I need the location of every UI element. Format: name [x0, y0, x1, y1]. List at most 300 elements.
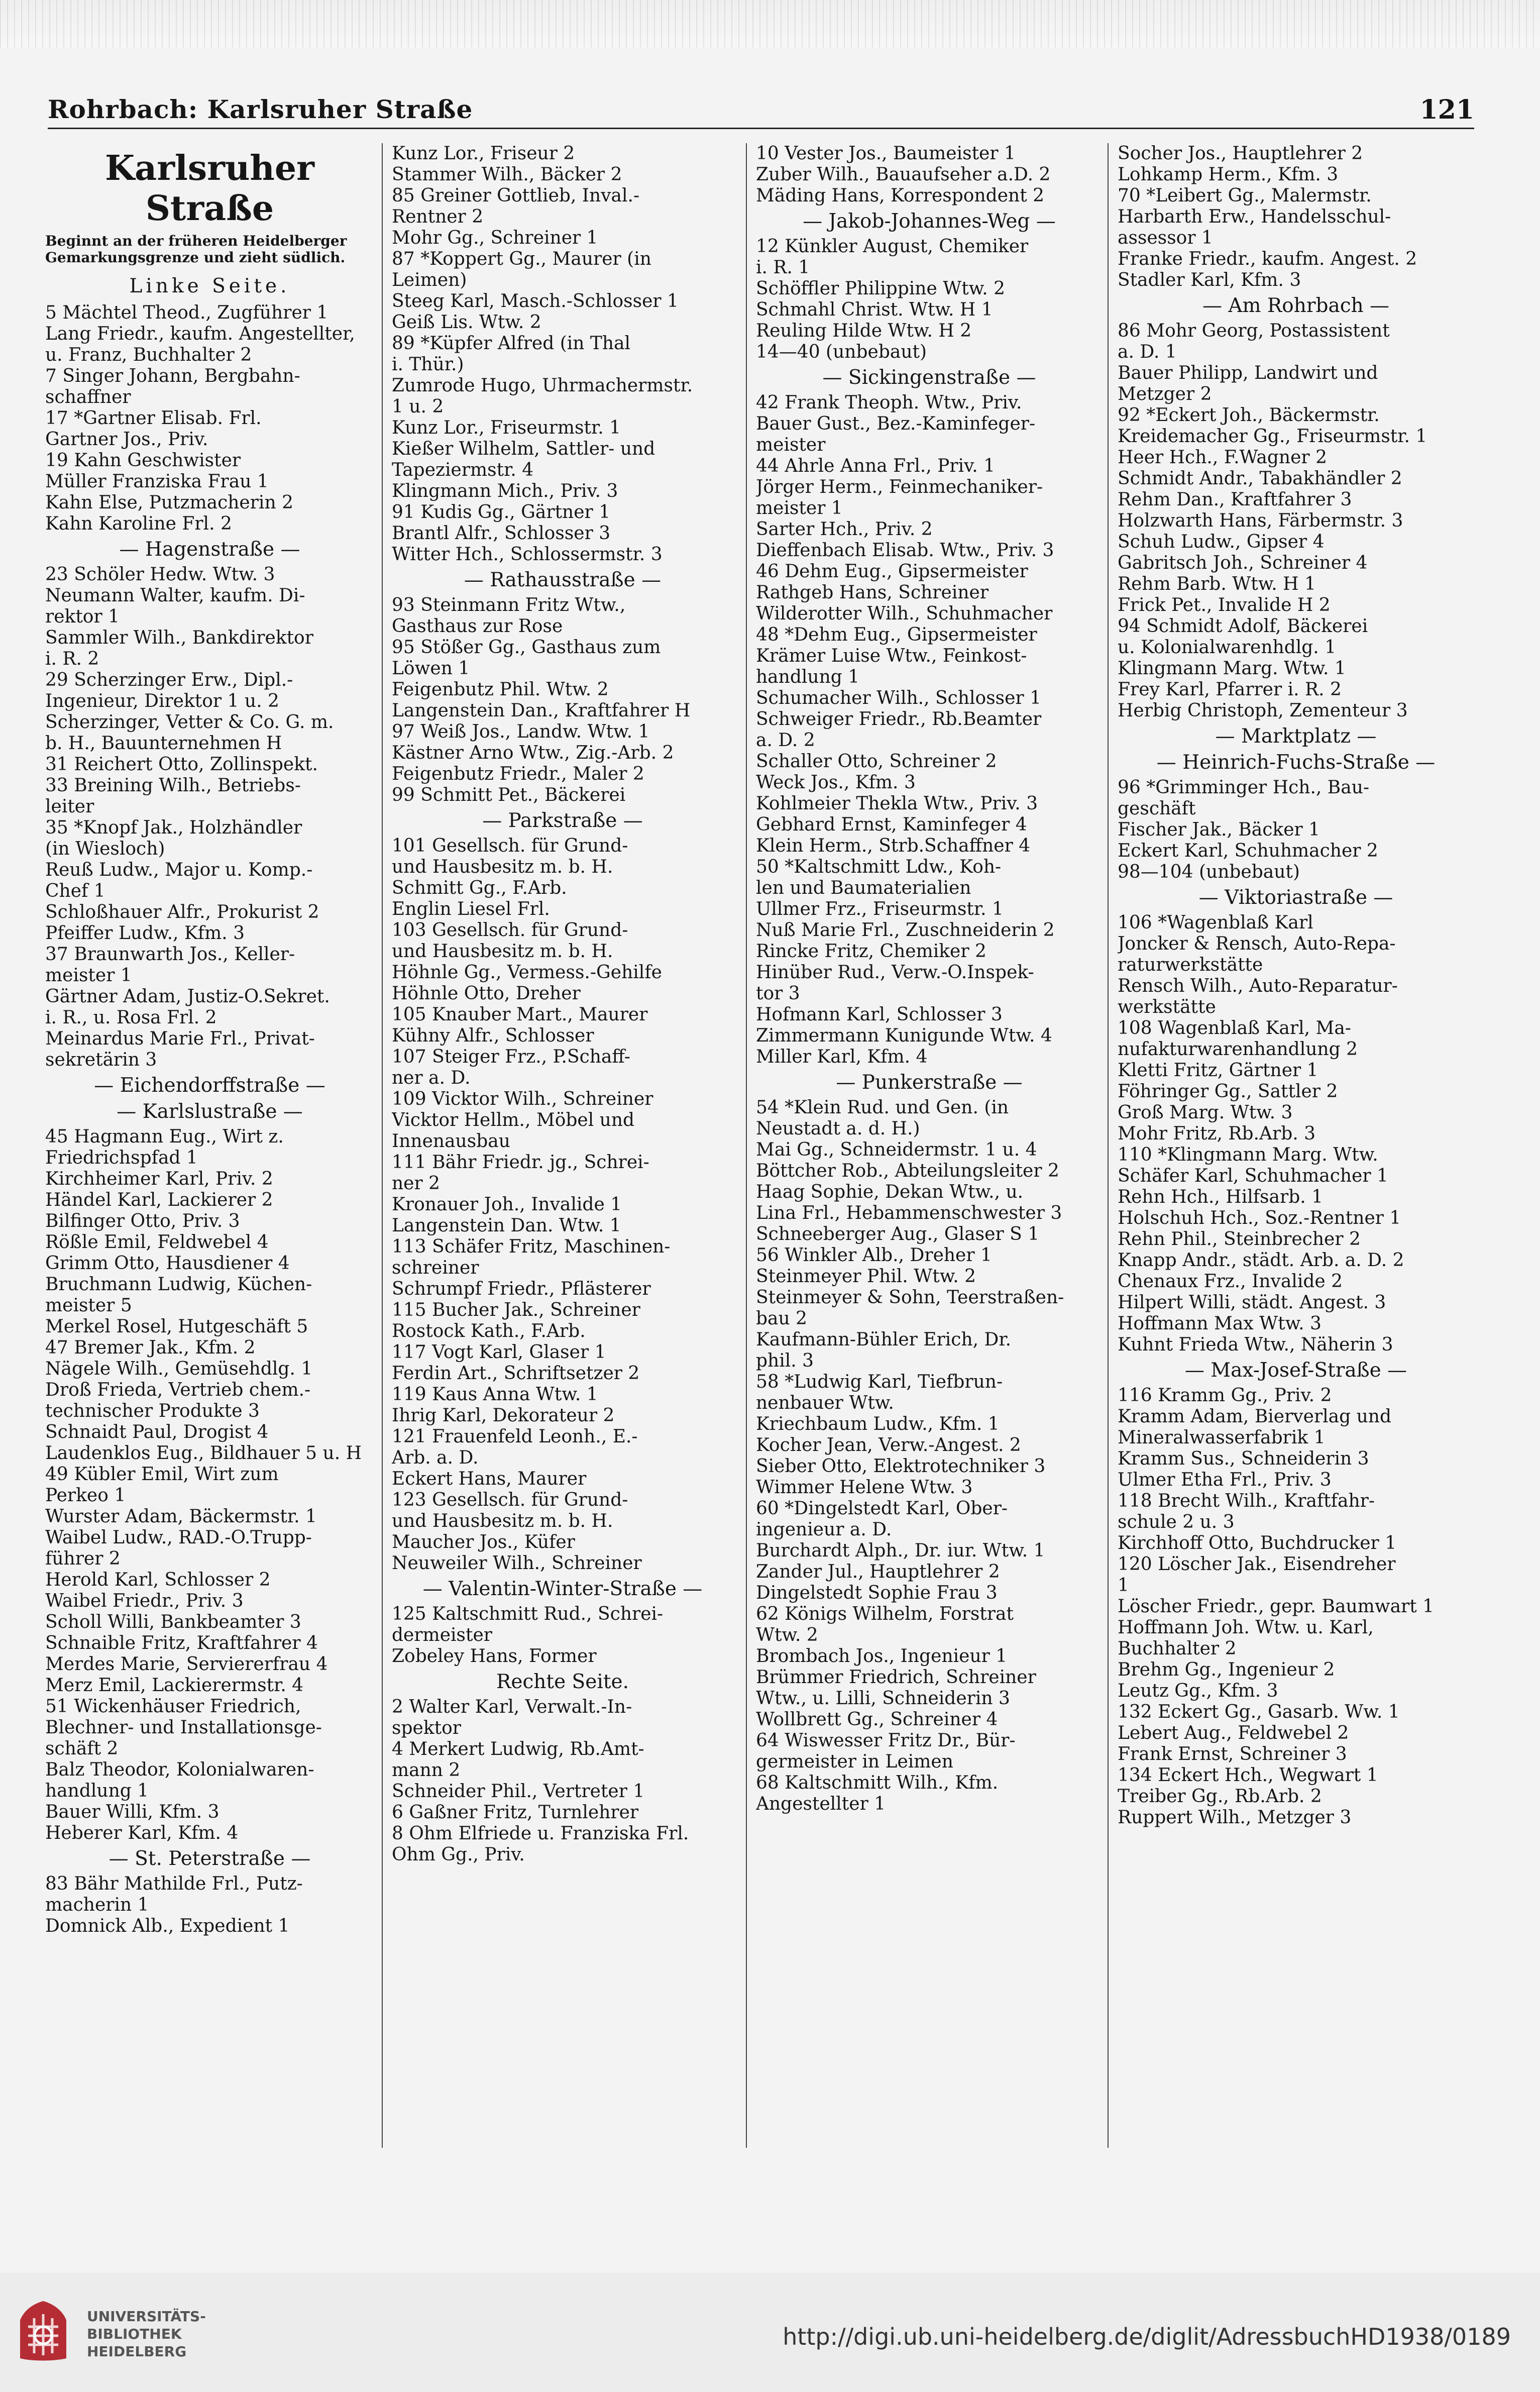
directory-entry: Zimmermann Kunigunde Wtw. 4 [756, 1025, 1052, 1046]
directory-entry: (in Wiesloch) [45, 839, 165, 859]
directory-entry: Wollbrett Gg., Schreiner 4 [756, 1709, 998, 1730]
directory-column-2 [392, 143, 733, 2148]
directory-entry: 49 Kübler Emil, Wirt zum [45, 1464, 279, 1485]
directory-entry: schäft 2 [45, 1738, 119, 1759]
directory-entry: Kramm Adam, Bierverlag und [1118, 1406, 1392, 1427]
directory-entry: u. Kolonialwarenhdlg. 1 [1118, 637, 1337, 658]
directory-entry: Schaller Otto, Schreiner 2 [756, 751, 997, 772]
directory-entry: Balz Theodor, Kolonialwaren- [45, 1759, 314, 1780]
directory-entry: Lebert Aug., Feldwebel 2 [1118, 1723, 1349, 1743]
directory-entry: Heer Hch., F.Wagner 2 [1118, 447, 1327, 468]
directory-entry: Holzwarth Hans, Färbermstr. 3 [1118, 510, 1403, 531]
directory-entry: 17 *Gartner Elisab. Frl. [45, 408, 262, 429]
directory-entry: Wilderotter Wilh., Schuhmacher [756, 603, 1053, 624]
directory-entry: 86 Mohr Georg, Postassistent [1118, 321, 1390, 341]
directory-entry: Höhnle Gg., Vermess.-Gehilfe [392, 962, 662, 983]
directory-entry: führer 2 [45, 1548, 121, 1569]
directory-column-3 [756, 143, 1103, 2148]
directory-entry: Reuling Hilde Wtw. H 2 [756, 321, 972, 341]
directory-entry: Kießer Wilhelm, Sattler- und [392, 439, 655, 459]
directory-entry: Löscher Friedr., gepr. Baumwart 1 [1118, 1596, 1435, 1617]
directory-entry: Langenstein Dan. Wtw. 1 [392, 1215, 621, 1236]
directory-entry: 48 *Dehm Eug., Gipsermeister [756, 625, 1037, 645]
directory-entry: 108 Wagenblaß Karl, Ma- [1118, 1018, 1351, 1038]
directory-entry: Zander Jul., Hauptlehrer 2 [756, 1562, 1000, 1582]
directory-entry: 118 Brecht Wilh., Kraftfahr- [1118, 1491, 1375, 1511]
directory-entry: Bauer Gust., Bez.-Kaminfeger- [756, 413, 1036, 434]
directory-entry: Englin Liesel Frl. [392, 899, 550, 919]
directory-entry: Rentner 2 [392, 206, 484, 227]
street-separator: — Karlslustraße — [117, 1100, 303, 1123]
directory-entry: ner 2 [392, 1173, 441, 1194]
directory-entry: 110 *Klingmann Marg. Wtw. [1118, 1145, 1378, 1165]
directory-entry: 6 Gaßner Fritz, Turnlehrer [392, 1802, 639, 1823]
column-divider [1108, 143, 1109, 2148]
directory-entry: 93 Steinmann Fritz Wtw., [392, 595, 626, 615]
directory-entry: 56 Winkler Alb., Dreher 1 [756, 1245, 992, 1266]
street-title: Karlsruher Straße [105, 148, 314, 229]
directory-entry: rektor 1 [45, 606, 120, 627]
directory-entry: spektor [392, 1718, 461, 1738]
directory-entry: 45 Hagmann Eug., Wirt z. [45, 1126, 284, 1147]
directory-entry: Brantl Alfr., Schlosser 3 [392, 523, 611, 544]
directory-entry: Mäding Hans, Korrespondent 2 [756, 185, 1045, 206]
street-separator: — Punkerstraße — [836, 1071, 1023, 1094]
directory-entry: 19 Kahn Geschwister [45, 450, 241, 471]
directory-entry: Kästner Arno Wtw., Zig.-Arb. 2 [392, 743, 674, 763]
directory-entry: Kronauer Joh., Invalide 1 [392, 1194, 622, 1215]
directory-entry: Ruppert Wilh., Metzger 3 [1118, 1807, 1352, 1828]
directory-entry: nenbauer Wtw. [756, 1393, 894, 1413]
directory-entry: 7 Singer Johann, Bergbahn- [45, 366, 300, 386]
directory-entry: Gartner Jos., Priv. [45, 429, 208, 450]
directory-entry: 14—40 (unbebaut) [756, 342, 927, 362]
directory-entry: 120 Löscher Jak., Eisendreher [1118, 1554, 1396, 1575]
directory-entry: Rathgeb Hans, Schreiner [756, 582, 989, 603]
directory-entry: 92 *Eckert Joh., Bäckermstr. [1118, 405, 1380, 426]
directory-entry: Nägele Wilh., Gemüsehdlg. 1 [45, 1359, 313, 1379]
directory-entry: handlung 1 [756, 667, 860, 687]
directory-entry: Brümmer Friedrich, Schreiner [756, 1667, 1036, 1688]
directory-entry: Pfeiffer Ludw., Kfm. 3 [45, 923, 245, 944]
directory-entry: Wimmer Helene Wtw. 3 [756, 1477, 973, 1498]
directory-entry: Zumrode Hugo, Uhrmachermstr. [392, 375, 693, 396]
directory-entry: Joncker & Rensch, Auto-Repa- [1118, 933, 1396, 954]
directory-entry: Bilfinger Otto, Priv. 3 [45, 1211, 240, 1231]
entry-list [45, 302, 374, 1937]
directory-entry: 64 Wiswesser Fritz Dr., Bür- [756, 1730, 1016, 1751]
directory-entry: Krämer Luise Wtw., Feinkost- [756, 646, 1027, 666]
directory-entry: b. H., Bauunternehmen H [45, 733, 282, 754]
entry-list [1118, 143, 1474, 1828]
directory-entry: 103 Gesellsch. für Grund- [392, 920, 628, 941]
directory-entry: Waibel Friedr., Priv. 3 [45, 1591, 244, 1611]
column-divider [382, 143, 383, 2148]
directory-entry: 8 Ohm Elfriede u. Franziska Frl. [392, 1823, 689, 1844]
directory-entry: Lina Frl., Hebammenschwester 3 [756, 1203, 1062, 1223]
column-divider [746, 143, 747, 2148]
directory-column-4 [1118, 143, 1474, 2148]
directory-entry: Kahn Else, Putzmacherin 2 [45, 492, 293, 513]
directory-entry: Ingenieur, Direktor 1 u. 2 [45, 691, 279, 711]
directory-entry: Holschuh Hch., Soz.-Rentner 1 [1118, 1208, 1401, 1228]
directory-entry: Stammer Wilh., Bäcker 2 [392, 164, 622, 185]
directory-entry: Leutz Gg., Kfm. 3 [1118, 1681, 1278, 1701]
directory-entry: Herbig Christoph, Zementeur 3 [1118, 700, 1408, 721]
directory-entry: 121 Frauenfeld Leonh., E.- [392, 1426, 638, 1447]
directory-entry: Hoffmann Max Wtw. 3 [1118, 1313, 1322, 1334]
directory-entry: 123 Gesellsch. für Grund- [392, 1490, 628, 1510]
directory-entry: 116 Kramm Gg., Priv. 2 [1118, 1385, 1332, 1406]
directory-entry: Mai Gg., Schneidermstr. 1 u. 4 [756, 1139, 1037, 1160]
directory-entry: Mohr Fritz, Rb.Arb. 3 [1118, 1123, 1316, 1144]
directory-entry: Dieffenbach Elisab. Wtw., Priv. 3 [756, 540, 1054, 561]
directory-entry: schaffner [45, 387, 131, 407]
directory-entry: 113 Schäfer Fritz, Maschinen- [392, 1236, 671, 1257]
entry-list [392, 143, 733, 1865]
directory-entry: Schweiger Friedr., Rb.Beamter [756, 709, 1042, 730]
directory-entry: nufakturwarenhandlung 2 [1118, 1039, 1358, 1060]
directory-entry: germeister in Leimen [756, 1751, 953, 1772]
directory-entry: 60 *Dingelstedt Karl, Ober- [756, 1498, 1008, 1519]
directory-entry: Böttcher Rob., Abteilungsleiter 2 [756, 1161, 1059, 1181]
directory-entry: 54 *Klein Rud. und Gen. (in [756, 1097, 1009, 1118]
directory-entry: Kriechbaum Ludw., Kfm. 1 [756, 1414, 1000, 1434]
directory-entry: phil. 3 [756, 1350, 814, 1371]
directory-entry: 51 Wickenhäuser Friedrich, [45, 1696, 301, 1717]
directory-entry: mann 2 [392, 1760, 461, 1781]
directory-entry: werkstätte [1118, 997, 1216, 1017]
directory-entry: Schneider Phil., Vertreter 1 [392, 1781, 645, 1802]
directory-entry: Ulmer Etha Frl., Priv. 3 [1118, 1470, 1332, 1490]
directory-entry: Schrumpf Friedr., Pflästerer [392, 1279, 651, 1299]
directory-entry: 12 Künkler August, Chemiker [756, 236, 1029, 257]
library-name-line: UNIVERSITÄTS- [87, 2308, 206, 2325]
directory-entry: 1 u. 2 [392, 396, 444, 417]
directory-entry: Herold Karl, Schlosser 2 [45, 1570, 271, 1590]
directory-entry: Laudenklos Eug., Bildhauer 5 u. H [45, 1443, 362, 1464]
directory-entry: 119 Kaus Anna Wtw. 1 [392, 1384, 598, 1405]
directory-entry: assessor 1 [1118, 228, 1213, 248]
directory-entry: Schmahl Christ. Wtw. H 1 [756, 299, 993, 320]
directory-entry: Mineralwasserfabrik 1 [1118, 1427, 1326, 1448]
directory-entry: und Hausbesitz m. b. H. [392, 1511, 613, 1531]
directory-entry: Tapeziermstr. 4 [392, 460, 534, 480]
directory-entry: 105 Knauber Mart., Maurer [392, 1004, 648, 1025]
directory-entry: 107 Steiger Frz., P.Schaff- [392, 1047, 630, 1067]
directory-entry: 50 *Kaltschmitt Ldw., Koh- [756, 857, 1002, 877]
side-label: Linke Seite. [129, 275, 290, 297]
directory-entry: 68 Kaltschmitt Wilh., Kfm. [756, 1773, 999, 1793]
directory-entry: Bauer Willi, Kfm. 3 [45, 1802, 219, 1822]
directory-entry: Waibel Ludw., RAD.-O.Trupp- [45, 1527, 312, 1548]
directory-entry: Merz Emil, Lackierermstr. 4 [45, 1675, 304, 1696]
directory-column-1 [45, 143, 374, 2148]
directory-entry: handlung 1 [45, 1781, 149, 1801]
source-url[interactable]: http://digi.ub.uni-heidelberg.de/diglit/AdressbuchHD1938/0189 [783, 2323, 1511, 2350]
directory-entry: i. Thür.) [392, 354, 464, 375]
directory-entry: Rößle Emil, Feldwebel 4 [45, 1232, 269, 1253]
directory-entry: Buchhalter 2 [1118, 1638, 1237, 1659]
directory-entry: 5 Mächtel Theod., Zugführer 1 [45, 302, 328, 323]
directory-entry: Gabritsch Joh., Schreiner 4 [1118, 553, 1368, 573]
directory-entry: Rincke Fritz, Chemiker 2 [756, 941, 986, 962]
directory-entry: Perkeo 1 [45, 1485, 126, 1506]
directory-entry: Stadler Karl, Kfm. 3 [1118, 270, 1301, 290]
directory-entry: Bruchmann Ludwig, Küchen- [45, 1274, 312, 1295]
directory-entry: 132 Eckert Gg., Gasarb. Ww. 1 [1118, 1702, 1400, 1722]
street-separator: — Heinrich-Fuchs-Straße — [1156, 751, 1436, 774]
library-name-line: BIBLIOTHEK [87, 2326, 182, 2342]
directory-entry: 1 [1118, 1575, 1129, 1596]
directory-entry: Rehn Phil., Steinbrecher 2 [1118, 1229, 1361, 1250]
scan-edge [0, 0, 1540, 48]
directory-entry: Hinüber Rud., Verw.-O.Inspek- [756, 962, 1034, 983]
directory-entry: 35 *Knopf Jak., Holzhändler [45, 817, 302, 838]
directory-entry: 91 Kudis Gg., Gärtner 1 [392, 502, 611, 523]
directory-entry: 70 *Leibert Gg., Malermstr. [1118, 185, 1372, 206]
directory-entry: Ullmer Frz., Friseurmstr. 1 [756, 899, 1004, 919]
directory-entry: Kuhnt Frieda Wtw., Näherin 3 [1118, 1334, 1393, 1355]
directory-entry: a. D. 2 [756, 730, 815, 751]
street-separator: Rechte Seite. [496, 1671, 629, 1693]
directory-entry: Gasthaus zur Rose [392, 616, 563, 637]
directory-entry: 62 Königs Wilhelm, Forstrat [756, 1604, 1014, 1624]
directory-entry: Grimm Otto, Hausdiener 4 [45, 1253, 290, 1274]
directory-entry: Kramm Sus., Schneiderin 3 [1118, 1448, 1369, 1469]
directory-entry: Föhringer Gg., Sattler 2 [1118, 1081, 1338, 1102]
directory-entry: Leimen) [392, 270, 467, 290]
directory-entry: Eckert Karl, Schuhmacher 2 [1118, 841, 1378, 861]
directory-entry: Heberer Karl, Kfm. 4 [45, 1823, 239, 1843]
directory-entry: Hilpert Willi, städt. Angest. 3 [1118, 1292, 1386, 1313]
directory-entry: 94 Schmidt Adolf, Bäckerei [1118, 616, 1368, 637]
directory-entry: 98—104 (unbebaut) [1118, 862, 1300, 882]
directory-entry: 2 Walter Karl, Verwalt.-In- [392, 1697, 632, 1717]
directory-entry: Mohr Gg., Schreiner 1 [392, 228, 598, 248]
directory-entry: Klingmann Marg. Wtw. 1 [1118, 658, 1346, 679]
directory-entry: Domnick Alb., Expedient 1 [45, 1916, 290, 1936]
directory-entry: meister 1 [756, 498, 843, 518]
directory-entry: Zuber Wilh., Bauaufseher a.D. 2 [756, 164, 1051, 185]
directory-entry: Rehn Hch., Hilfsarb. 1 [1118, 1187, 1324, 1207]
directory-entry: Eckert Hans, Maurer [392, 1469, 587, 1489]
directory-entry: 134 Eckert Hch., Wegwart 1 [1118, 1765, 1378, 1786]
directory-entry: Sarter Hch., Priv. 2 [756, 519, 933, 540]
directory-entry: Angestellter 1 [756, 1794, 886, 1814]
directory-entry: Blechner- und Installationsge- [45, 1717, 322, 1738]
directory-entry: 111 Bähr Friedr. jg., Schrei- [392, 1152, 649, 1173]
directory-entry: raturwerkstätte [1118, 955, 1263, 975]
directory-entry: und Hausbesitz m. b. H. [392, 941, 613, 962]
directory-entry: 31 Reichert Otto, Zollinspekt. [45, 754, 318, 775]
directory-entry: Socher Jos., Hauptlehrer 2 [1118, 143, 1363, 164]
directory-entry: Händel Karl, Lackierer 2 [45, 1190, 273, 1210]
directory-entry: 99 Schmitt Pet., Bäckerei [392, 785, 626, 805]
directory-entry: Steinmeyer & Sohn, Teerstraßen- [756, 1287, 1064, 1308]
street-separator: — Hagenstraße — [119, 538, 300, 561]
directory-entry: 29 Scherzinger Erw., Dipl.- [45, 670, 293, 690]
street-separator: — Am Rohrbach — [1202, 294, 1390, 317]
directory-entry: Höhnle Otto, Dreher [392, 983, 581, 1004]
directory-entry: Hofmann Karl, Schlosser 3 [756, 1004, 1003, 1025]
directory-entry: Hoffmann Joh. Wtw. u. Karl, [1118, 1617, 1374, 1638]
street-description: Beginnt an der früheren Heidelberger Gemarkungsgrenze und zieht südlich. [45, 233, 347, 266]
street-separator: — Marktplatz — [1215, 725, 1377, 748]
directory-entry: tor 3 [756, 983, 800, 1004]
directory-entry: 87 *Koppert Gg., Maurer (in [392, 249, 651, 269]
directory-entry: Schnaidt Paul, Drogist 4 [45, 1422, 269, 1442]
directory-entry: meister [756, 435, 826, 455]
directory-entry: Reuß Ludw., Major u. Komp.- [45, 860, 313, 880]
directory-entry: 4 Merkert Ludwig, Rb.Amt- [392, 1739, 644, 1759]
directory-entry: Kaufmann-Bühler Erich, Dr. [756, 1329, 1012, 1350]
directory-entry: len und Baumaterialien [756, 878, 971, 898]
directory-entry: Geiß Lis. Wtw. 2 [392, 312, 541, 333]
directory-entry: Treiber Gg., Rb.Arb. 2 [1118, 1786, 1322, 1807]
directory-entry: Steeg Karl, Masch.-Schlosser 1 [392, 291, 679, 311]
directory-entry: Kohlmeier Thekla Wtw., Priv. 3 [756, 793, 1038, 814]
directory-entry: Scholl Willi, Bankbeamter 3 [45, 1612, 301, 1632]
directory-entry: Merkel Rosel, Hutgeschäft 5 [45, 1316, 308, 1337]
street-separator: — St. Peterstraße — [108, 1847, 311, 1870]
directory-entry: Frey Karl, Pfarrer i. R. 2 [1118, 679, 1342, 700]
directory-entry: 83 Bähr Mathilde Frl., Putz- [45, 1874, 303, 1894]
directory-entry: Burchardt Alph., Dr. iur. Wtw. 1 [756, 1540, 1045, 1561]
directory-entry: Kletti Fritz, Gärtner 1 [1118, 1060, 1318, 1081]
directory-entry: Knapp Andr., städt. Arb. a. D. 2 [1118, 1250, 1404, 1271]
street-separator: — Parkstraße — [482, 809, 643, 832]
directory-entry: 109 Vicktor Wilh., Schreiner [392, 1089, 653, 1109]
directory-entry: meister 1 [45, 965, 132, 986]
directory-entry: Chenaux Frz., Invalide 2 [1118, 1271, 1343, 1292]
directory-entry: Arb. a. D. [392, 1447, 479, 1468]
directory-entry: Frick Pet., Invalide H 2 [1118, 595, 1331, 615]
directory-entry: i. R., u. Rosa Frl. 2 [45, 1007, 217, 1028]
directory-entry: Schmidt Andr., Tabakhändler 2 [1118, 468, 1402, 489]
directory-entry: 10 Vester Jos., Baumeister 1 [756, 143, 1016, 164]
directory-entry: Steinmeyer Phil. Wtw. 2 [756, 1266, 976, 1287]
directory-entry: i. R. 1 [756, 257, 810, 278]
directory-entry: Jörger Herm., Feinmechaniker- [756, 477, 1043, 497]
directory-entry: Kahn Karoline Frl. 2 [45, 513, 232, 534]
directory-entry: 89 *Küpfer Alfred (in Thal [392, 333, 631, 354]
directory-entry: Gärtner Adam, Justiz-O.Sekret. [45, 986, 330, 1007]
directory-entry: Ohm Gg., Priv. [392, 1844, 525, 1865]
directory-entry: geschäft [1118, 798, 1196, 819]
directory-entry: Nuß Marie Frl., Zuschneiderin 2 [756, 920, 1055, 941]
directory-entry: 101 Gesellsch. für Grund- [392, 836, 628, 856]
directory-entry: Klein Herm., Strb.Schaffner 4 [756, 836, 1031, 856]
directory-entry: Meinardus Marie Frl., Privat- [45, 1028, 315, 1049]
directory-entry: Schumacher Wilh., Schlosser 1 [756, 688, 1042, 708]
page-header [48, 94, 1474, 129]
directory-entry: Frank Ernst, Schreiner 3 [1118, 1744, 1347, 1764]
digital-library-footer [0, 2273, 1540, 2392]
street-separator: — Sickingenstraße — [822, 366, 1036, 389]
directory-entry: ingenieur a. D. [756, 1519, 892, 1540]
library-name [87, 2308, 206, 2360]
street-separator: — Jakob-Johannes-Weg — [803, 210, 1056, 233]
directory-entry: Kirchheimer Karl, Priv. 2 [45, 1169, 273, 1189]
directory-entry: Langenstein Dan., Kraftfahrer H [392, 700, 691, 721]
directory-entry: Haag Sophie, Dekan Wtw., u. [756, 1182, 1024, 1202]
street-separator: — Rathausstraße — [464, 569, 662, 591]
entry-list [756, 143, 1103, 1815]
directory-entry: Kreidemacher Gg., Friseurmstr. 1 [1118, 426, 1427, 447]
directory-entry: bau 2 [756, 1308, 808, 1329]
directory-entry: Wtw. 2 [756, 1625, 818, 1645]
directory-entry: Schneeberger Aug., Glaser S 1 [756, 1224, 1040, 1244]
directory-entry: Schloßhauer Alfr., Prokurist 2 [45, 902, 319, 922]
directory-entry: Innenausbau [392, 1131, 510, 1152]
directory-entry: Bauer Philipp, Landwirt und [1118, 363, 1378, 383]
directory-entry: 117 Vogt Karl, Glaser 1 [392, 1342, 606, 1363]
directory-entry: Zobeley Hans, Former [392, 1646, 597, 1667]
directory-entry: 97 Weiß Jos., Landw. Wtw. 1 [392, 721, 650, 742]
street-separator: — Valentin-Winter-Straße — [422, 1578, 703, 1600]
directory-entry: i. R. 2 [45, 649, 99, 669]
directory-entry: Franke Friedr., kaufm. Angest. 2 [1118, 249, 1417, 269]
directory-entry: Rehm Dan., Kraftfahrer 3 [1118, 489, 1352, 510]
directory-entry: sekretärin 3 [45, 1050, 157, 1070]
directory-entry: Weck Jos., Kfm. 3 [756, 772, 916, 793]
directory-entry: Kirchhoff Otto, Buchdrucker 1 [1118, 1533, 1397, 1553]
directory-entry: 42 Frank Theoph. Wtw., Priv. [756, 392, 1022, 413]
library-name-line: HEIDELBERG [87, 2343, 187, 2360]
directory-entry: Metzger 2 [1118, 384, 1212, 404]
directory-entry: Sieber Otto, Elektrotechniker 3 [756, 1456, 1046, 1477]
directory-entry: Kunz Lor., Friseur 2 [392, 143, 575, 164]
directory-entry: Feigenbutz Friedr., Maler 2 [392, 764, 644, 784]
directory-entry: Rehm Barb. Wtw. H 1 [1118, 574, 1316, 594]
directory-entry: Schuh Ludw., Gipser 4 [1118, 532, 1325, 552]
directory-entry: leiter [45, 796, 94, 817]
page-number: 121 [1419, 94, 1474, 125]
directory-entry: 125 Kaltschmitt Rud., Schrei- [392, 1604, 664, 1624]
street-separator: — Eichendorffstraße — [94, 1074, 325, 1097]
directory-entry: u. Franz, Buchhalter 2 [45, 345, 252, 365]
directory-entry: Gebhard Ernst, Kaminfeger 4 [756, 814, 1027, 835]
directory-entry: und Hausbesitz m. b. H. [392, 857, 613, 877]
directory-entry: Rostock Kath., F.Arb. [392, 1321, 586, 1341]
directory-entry: Vicktor Hellm., Möbel und [392, 1110, 635, 1130]
directory-entry: 44 Ahrle Anna Frl., Priv. 1 [756, 456, 996, 476]
directory-entry: 37 Braunwarth Jos., Keller- [45, 944, 295, 965]
directory-entry: Brombach Jos., Ingenieur 1 [756, 1646, 1008, 1667]
directory-entry: Brehm Gg., Ingenieur 2 [1118, 1659, 1335, 1680]
directory-entry: Sammler Wilh., Bankdirektor [45, 628, 313, 648]
directory-entry: a. D. 1 [1118, 342, 1177, 362]
street-separator: — Max-Josef-Straße — [1184, 1359, 1407, 1382]
directory-entry: Lang Friedr., kaufm. Angestellter, [45, 324, 355, 344]
directory-entry: Ferdin Art., Schriftsetzer 2 [392, 1363, 640, 1384]
directory-entry: 85 Greiner Gottlieb, Inval.- [392, 185, 640, 206]
university-seal-icon [18, 2299, 68, 2364]
directory-entry: Schäfer Karl, Schuhmacher 1 [1118, 1166, 1388, 1186]
directory-entry: dermeister [392, 1625, 492, 1645]
directory-entry: macherin 1 [45, 1895, 149, 1915]
directory-entry: Neuweiler Wilh., Schreiner [392, 1553, 642, 1574]
directory-entry: 47 Bremer Jak., Kfm. 2 [45, 1337, 256, 1358]
directory-entry: Schnaible Fritz, Kraftfahrer 4 [45, 1633, 318, 1653]
directory-entry: 33 Breining Wilh., Betriebs- [45, 775, 301, 796]
directory-entry: Müller Franziska Frau 1 [45, 471, 269, 492]
street-separator: — Viktoriastraße — [1198, 886, 1393, 909]
directory-entry: Schöffler Philippine Wtw. 2 [756, 278, 1006, 299]
directory-entry: Neustadt a. d. H.) [756, 1118, 920, 1139]
directory-entry: Harbarth Erw., Handelsschul- [1118, 206, 1391, 227]
